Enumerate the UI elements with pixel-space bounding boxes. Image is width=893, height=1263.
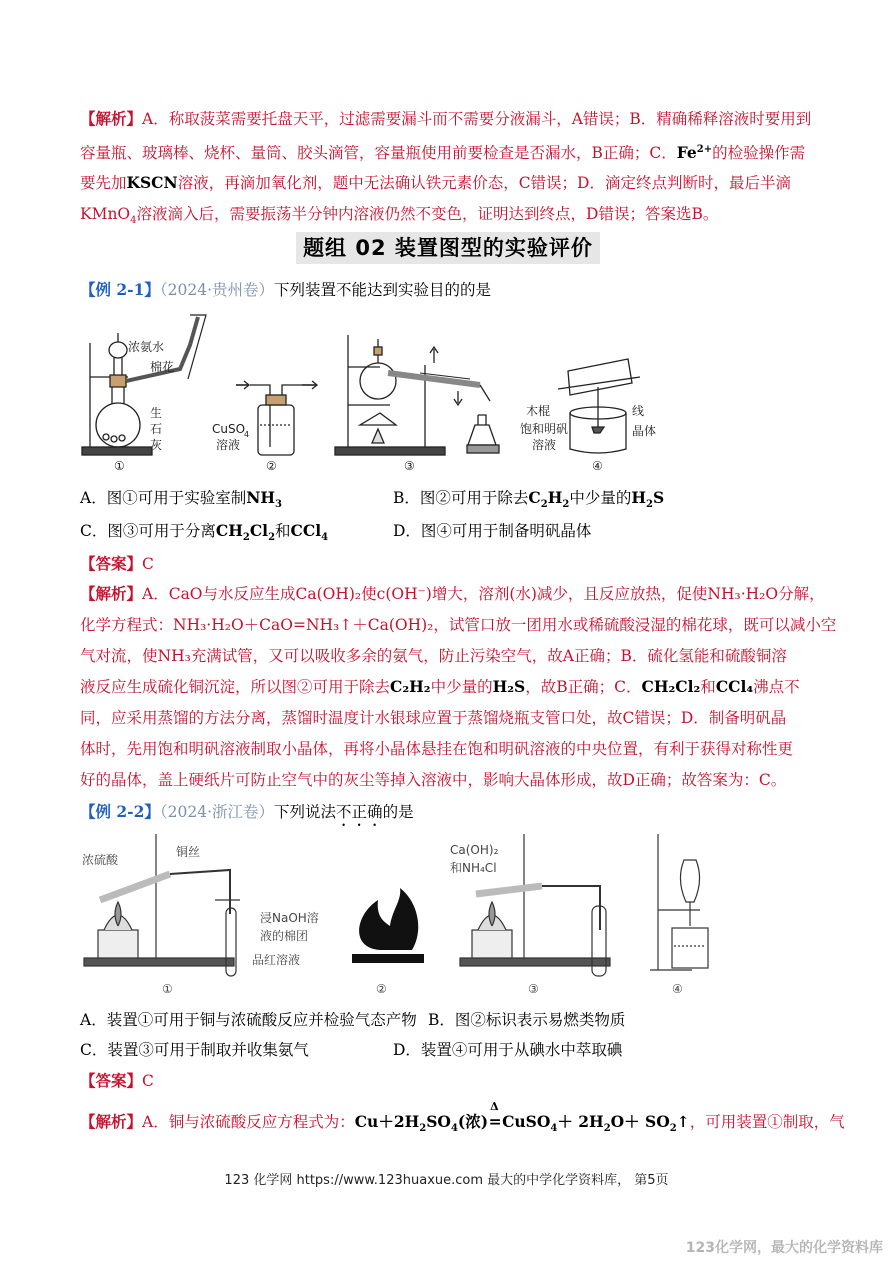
analysis-text: ，可用装置①制取，气: [689, 1113, 845, 1131]
eq-sub: 2: [419, 1123, 427, 1135]
label-sub: 4: [244, 430, 250, 439]
formula-sub: 2: [562, 499, 570, 511]
formula: C: [528, 488, 541, 507]
formula-sub: 2: [646, 499, 653, 511]
analysis-line: 化学方程式：NH₃·H₂O＋CaO=NH₃↑＋Ca(OH)₂，试管口放一团用水或稀硫酸浸湿的棉花球，既可以减小空: [80, 616, 837, 634]
label: 和NH₄Cl: [450, 861, 497, 875]
analysis-tag: 【解析】: [80, 109, 143, 128]
option-text: C．图③可用于分离: [80, 522, 216, 540]
analysis-text: 中少量的: [430, 678, 493, 696]
flask: [96, 403, 140, 447]
eq-arrow: Δ =: [488, 1100, 502, 1131]
label: 生: [150, 406, 163, 420]
option-b: [393, 486, 664, 510]
formula-sub: 2: [540, 499, 548, 511]
label: 浸NaOH溶: [260, 911, 319, 925]
figure-number: ③: [404, 459, 415, 473]
formula: Cl: [249, 521, 269, 540]
eq-part: CuSO: [502, 1112, 551, 1131]
analysis-line: 气对流，使NH₃充满试管，又可以吸收多余的氨气，防止污染空气，故A正确；B．硫化氢能和硫酸铜溶: [80, 647, 787, 665]
watermark: 123化学网，最大的化学资料库: [685, 1240, 883, 1256]
gas-washing-bottle: [258, 405, 294, 455]
formula: CCl₄: [715, 677, 754, 696]
label: 灰: [150, 438, 163, 452]
formula: NH: [246, 488, 276, 507]
analysis-paragraph-3: [80, 1100, 845, 1135]
option-d: D．图④可用于制备明矾晶体: [393, 522, 592, 540]
question-text: 下列装置不能达到实验目的的是: [274, 281, 492, 299]
analysis-text: A．称取菠菜需要托盘天平，过滤需要漏斗而不需要分液漏斗，A错误；B．精确稀释溶液时要用到容量瓶、玻璃棒、烧杯、量筒、胶头滴管，容量瓶使用前要检查是否漏水，B正确；C．: [80, 110, 812, 162]
formula: KSCN: [126, 173, 178, 193]
formula: H: [547, 488, 563, 507]
analysis-tag: 【解析】: [80, 584, 143, 603]
analysis-text: A．铜与浓硫酸反应方程式为：: [142, 1113, 355, 1131]
label: CuSO: [212, 422, 246, 436]
analysis-line: [80, 675, 800, 697]
figure-number: ④: [592, 459, 603, 473]
formula: H₂S: [492, 677, 526, 696]
page-footer: 123 化学网 https://www.123huaxue.com 最大的中学化学资料库， 第5页: [224, 1173, 669, 1188]
label: 石: [150, 422, 163, 436]
eq-sub: 4: [450, 1123, 458, 1135]
option-a: [80, 486, 282, 510]
figure-number: ①: [114, 459, 125, 473]
eq-sub: 2: [603, 1123, 611, 1135]
formula-sup: 2+: [696, 143, 713, 155]
eq-part: O＋ SO: [610, 1112, 670, 1131]
figure-number: ②: [266, 459, 277, 473]
label: 铜丝: [176, 845, 201, 859]
label: 品红溶液: [252, 953, 301, 967]
question-text: 下列说法: [274, 803, 337, 821]
option-d: D．装置④可用于从碘水中萃取碘: [393, 1041, 623, 1059]
example-tag: 【例 2-1】: [80, 280, 160, 299]
label: 线: [632, 404, 645, 418]
analysis-tag: 【解析】: [80, 1112, 143, 1131]
answer-tag: 【答案】: [80, 554, 143, 573]
figure-number: ①: [162, 982, 173, 996]
option-a: A．装置①可用于铜与浓硫酸反应并检验气态产物: [80, 1011, 417, 1029]
label: 溶液: [532, 438, 557, 452]
eq-part: Cu＋2H: [354, 1112, 420, 1131]
figure-2-1-apparatus: [80, 305, 660, 475]
eq-sub: 4: [550, 1123, 558, 1135]
analysis-line: [80, 582, 825, 604]
eq-delta: Δ: [490, 1100, 499, 1113]
answer-value: C: [142, 555, 154, 573]
label: 晶体: [632, 424, 657, 438]
formula-sub: 4: [130, 214, 137, 226]
example-2-2-question: [80, 800, 414, 830]
analysis-text: 沸点不: [753, 678, 800, 696]
analysis-paragraph-1: [80, 104, 820, 236]
analysis-line: 体时，先用饱和明矾溶液制取小晶体，再将小晶体悬挂在饱和明矾溶液的中央位置，有利于获得对称性更: [80, 740, 794, 758]
option-text: B．图②可用于除去: [393, 489, 529, 507]
formula: CH₂Cl₂: [641, 677, 701, 696]
label: 饱和明矾: [520, 422, 569, 436]
label: 溶液: [216, 438, 241, 452]
figure-2-2-apparatus: [80, 830, 720, 1000]
dropping-funnel: [109, 342, 127, 358]
analysis-line: 好的晶体，盖上硬纸片可防止空气中的灰尘等掉入溶液中，影响大晶体形成，故D正确；故答案为：C。: [80, 771, 787, 789]
label: 浓硫酸: [82, 853, 119, 867]
answer-tag: 【答案】: [80, 1071, 143, 1090]
paper-cover: [568, 359, 632, 395]
answer-line: [80, 552, 154, 574]
analysis-text: 和: [700, 678, 716, 696]
example-source: （2024·贵州卷）: [159, 281, 275, 299]
eq-part: (浓): [457, 1112, 489, 1131]
option-c: C．装置③可用于制取并收集氨气: [80, 1041, 309, 1059]
section-title: 题组 02 装置图型的实验评价: [296, 232, 600, 264]
formula: CCl: [290, 521, 322, 540]
formula-sub: 2: [268, 532, 276, 544]
formula-sub: 3: [275, 499, 282, 511]
eq-sub: 2: [669, 1123, 677, 1135]
option-c: [80, 519, 328, 543]
label: 浓氨水: [128, 340, 165, 354]
analysis-text: 液反应生成硫化铜沉淀，所以图②可用于除去: [80, 678, 391, 696]
figure-number: ④: [672, 982, 683, 996]
conical-flask: [468, 415, 496, 445]
eq-part: SO: [426, 1112, 451, 1131]
option-b: B．图②标识表示易燃类物质: [428, 1011, 626, 1029]
formula-sub: 4: [321, 532, 329, 544]
option-text: 中少量的: [569, 489, 632, 507]
option-text: A．图①可用于实验室制: [80, 489, 247, 507]
test-tube: [100, 874, 170, 900]
separatory-funnel: [680, 860, 699, 902]
question-text: 的是: [382, 803, 414, 821]
figure-number: ②: [376, 982, 387, 996]
label: 木棍: [526, 404, 551, 418]
option-text: 和: [275, 522, 291, 540]
analysis-text: ，故B正确；C．: [525, 678, 642, 696]
burner-base: [98, 930, 138, 958]
analysis-text: 的检验操作需要先加: [80, 143, 806, 193]
distilling-flask: [360, 363, 396, 399]
label: 液的棉团: [260, 929, 309, 943]
analysis-text: 溶液，再滴加氧化剂，题中无法确认铁元素价态，C错误；D．滴定终点判断时，最后半滴KMnO: [80, 174, 791, 223]
answer-line: [80, 1069, 154, 1091]
answer-value: C: [142, 1072, 154, 1090]
formula: S: [652, 488, 665, 507]
base-plate: [82, 447, 152, 455]
label: Ca(OH)₂: [450, 843, 499, 857]
eq-part: ＋ 2H: [557, 1112, 604, 1131]
chemical-equation: [354, 1100, 690, 1135]
analysis-line: 同，应采用蒸馏的方法分离，蒸馏时温度计水银球应置于蒸馏烧瓶支管口处，故C错误；D．制备明矾晶: [80, 709, 787, 727]
formula-sub: 2: [242, 532, 250, 544]
label: 棉花: [150, 360, 175, 374]
analysis-text: A．CaO与水反应生成Ca(OH)₂使c(OH⁻)增大，溶剂(水)减少，且反应放热，促使NH₃·H₂O分解，: [142, 585, 825, 603]
formula: H: [631, 488, 647, 507]
example-2-1-question: [80, 278, 491, 300]
emphasized-text: 不正确: [336, 803, 383, 821]
formula: C₂H₂: [390, 677, 431, 696]
formula: Fe: [676, 142, 697, 162]
analysis-text: 溶液滴入后，需要振荡半分钟内溶液仍然不变色，证明达到终点，D错误；答案选B。: [136, 204, 719, 223]
figure-number: ③: [528, 982, 539, 996]
formula: CH: [215, 521, 243, 540]
example-tag: 【例 2-2】: [80, 802, 160, 821]
eq-part: ↑: [676, 1112, 690, 1131]
flammable-symbol: [352, 888, 424, 963]
example-source: （2024·浙江卷）: [159, 803, 275, 821]
